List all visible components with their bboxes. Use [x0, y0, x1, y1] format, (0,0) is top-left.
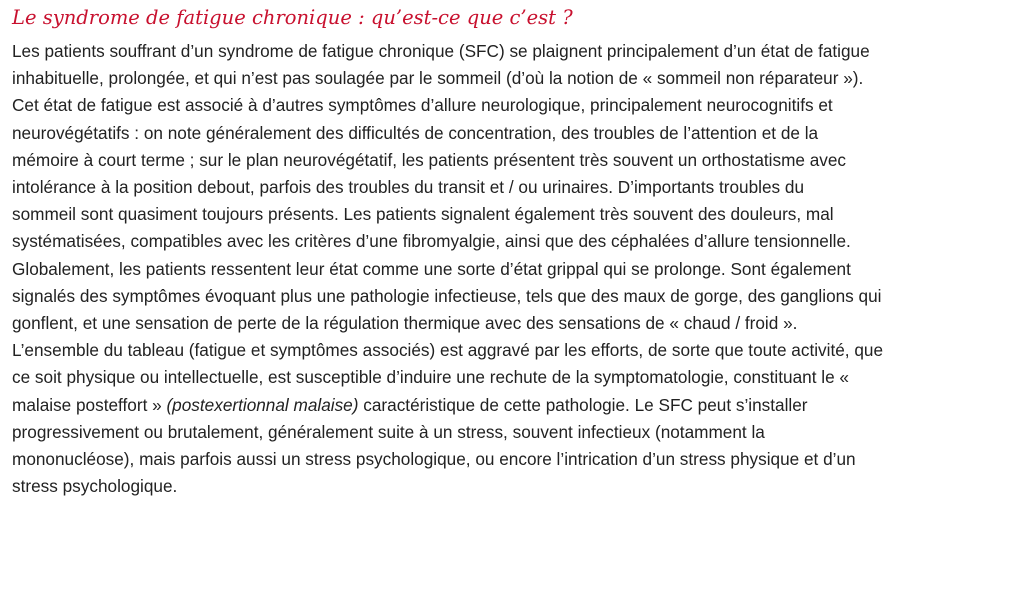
body-line: intolérance à la position debout, parfois des troubles du transit et / ou urinaires. D’importants troubles du [12, 177, 805, 198]
body-line: mémoire à court terme ; sur le plan neurovégétatif, les patients présentent très souvent un orthostatisme avec [12, 149, 847, 170]
article-body [12, 38, 1012, 500]
article [12, 4, 1012, 500]
body-line: signalés des symptômes évoquant plus une pathologie infectieuse, tels que des maux de gorge, des ganglions qui [12, 285, 882, 306]
body-text-segment: caractéristique de cette pathologie. Le SFC peut s’installer [358, 394, 808, 415]
body-line: mononucléose), mais parfois aussi un stress psychologique, ou encore l’intrication d’un stress physique et d’un [12, 449, 856, 470]
body-line: L’ensemble du tableau (fatigue et symptômes associés) est aggravé par les efforts, de sorte que toute activité, que [12, 340, 884, 361]
body-line: Cet état de fatigue est associé à d’autres symptômes d’allure neurologique, principalement neurocognitifs et [12, 95, 833, 116]
body-line: Globalement, les patients ressentent leur état comme une sorte d’état grippal qui se prolonge. Sont également [12, 258, 851, 279]
body-line: inhabituelle, prolongée, et qui n’est pas soulagée par le sommeil (d’où la notion de « sommeil non réparateur »). [12, 68, 864, 89]
body-line: sommeil sont quasiment toujours présents. Les patients signalent également très souvent des douleurs, mal [12, 204, 834, 225]
body-line: progressivement ou brutalement, généralement suite à un stress, souvent infectieux (notamment la [12, 421, 765, 442]
body-line: Les patients souffrant d’un syndrome de fatigue chronique (SFC) se plaignent principalement d’un état de fatigue [12, 41, 870, 61]
body-line: neurovégétatifs : on note généralement des difficultés de concentration, des troubles de l’attention et de la [12, 122, 819, 143]
body-line: gonflent, et une sensation de perte de la régulation thermique avec des sensations de « chaud / froid ». [12, 313, 798, 334]
body-line: systématisées, compatibles avec les critères d’une fibromyalgie, ainsi que des céphalées d’allure tensionnelle. [12, 231, 851, 252]
italic-term: (postexertionnal malaise) [166, 394, 359, 415]
body-line-with-italic [12, 392, 1012, 419]
body-text-segment: malaise posteffort » [12, 394, 167, 415]
article-title: Le syndrome de fatigue chronique : qu’est-ce que c’est ? [12, 6, 573, 29]
body-line: stress psychologique. [12, 476, 178, 497]
body-line: ce soit physique ou intellectuelle, est susceptible d’induire une rechute de la symptomatologie, constituant le « [12, 367, 849, 388]
